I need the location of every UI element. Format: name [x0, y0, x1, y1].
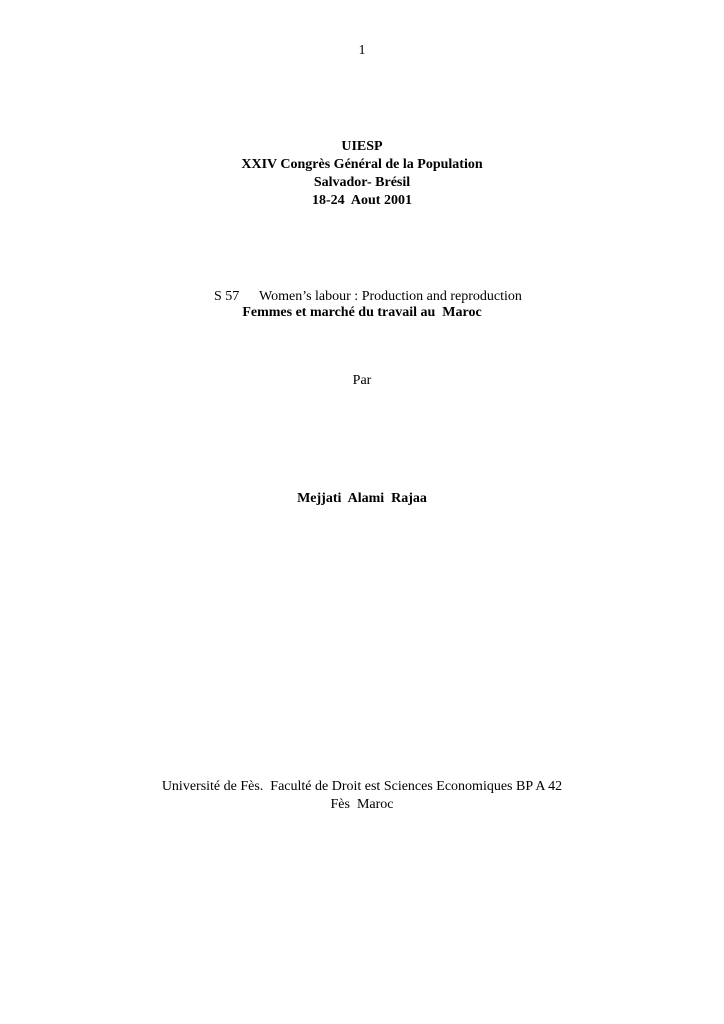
congress-name: XXIV Congrès Général de la Population: [241, 157, 483, 172]
congress-dates: 18-24 Aout 2001: [312, 193, 412, 208]
congress-place: Salvador- Brésil: [313, 175, 411, 190]
page-number: 1: [358, 43, 366, 58]
by-label: Par: [352, 373, 372, 388]
paper-title: Femmes et marché du travail au Maroc: [242, 305, 482, 320]
affiliation-line-1: Université de Fès. Faculté de Droit est Sciences Economiques BP A 42: [161, 779, 563, 794]
author-name: Mejjati Alami Rajaa: [297, 491, 427, 506]
session-code: S 57: [214, 289, 240, 304]
org-name: UIESP: [341, 139, 383, 154]
affiliation-line-2: Fès Maroc: [330, 797, 394, 812]
session-title: Women’s labour : Production and reproduction: [259, 289, 522, 304]
